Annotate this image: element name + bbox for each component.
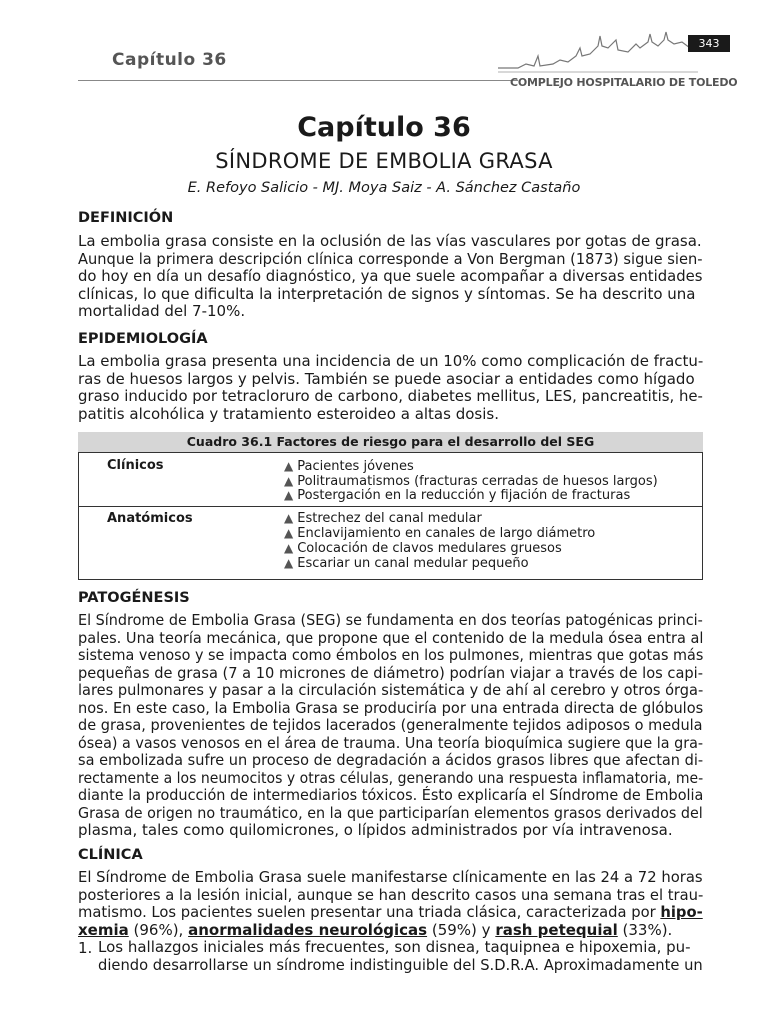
table-item: ▲ Enclavijamiento en canales de largo diámetro xyxy=(284,526,596,541)
table-divider xyxy=(79,506,702,507)
table-item: ▲ Postergación en la reducción y fijación de fracturas xyxy=(284,488,631,503)
section-heading-clinica: CLÍNICA xyxy=(78,847,143,863)
authors: E. Refoyo Salicio - MJ. Moya Saiz - A. Sánchez Castaño xyxy=(187,180,581,196)
definicion-paragraph: La embolia grasa consiste en la oclusión de las vías vasculares por gotas de grasa. Aunque la primera descripción clínica corresponde a Von Bergman (1873) sigue sien- do hoy en día un desafío diagnóstico, ya que suele acompañar a diversas entidades clínicas, lo que dificulta la interpretación de signos y síntomas. Se ha descrito una mortalidad del 7-10%. xyxy=(78,232,703,320)
list-number: 1. xyxy=(78,939,93,957)
triangle-bullet-icon: ▲ xyxy=(284,526,294,540)
list-item: Los hallazgos iniciales más frecuentes, son disnea, taquipnea e hipoxemia, pu- diendo desarrollarse un síndrome indistinguible del S.D.R.A. Aproximadamente un xyxy=(98,938,703,974)
triangle-bullet-icon: ▲ xyxy=(284,488,294,502)
table-item: ▲ Colocación de clavos medulares gruesos xyxy=(284,541,562,556)
table-item: ▲ Estrechez del canal medular xyxy=(284,511,482,526)
epidemiologia-paragraph: La embolia grasa presenta una incidencia de un 10% como complicación de fractu- ras de huesos largos y pelvis. También se puede asociar a entidades como hígado graso inducido por tetracloruro de carbono, diabetes mellitus, LES, pancreatitis, he- patitis alcohólica y tratamiento esteroideo a altas dosis. xyxy=(78,352,704,423)
section-heading-definicion: DEFINICIÓN xyxy=(78,210,174,226)
table-item: ▲ Politraumatismos (fracturas cerradas de huesos largos) xyxy=(284,474,658,489)
page-number: 343 xyxy=(688,35,730,52)
triangle-bullet-icon: ▲ xyxy=(284,474,294,488)
triangle-bullet-icon: ▲ xyxy=(284,459,294,473)
patogenesis-paragraph: El Síndrome de Embolia Grasa (SEG) se fundamenta en dos teorías patogénicas princi- pales. Una teoría mecánica, que propone que el contenido de la medula ósea entra al sistema venoso y se impacta como émbolos en los pulmones, mientras que gotas más pequeñas de grasa (7 a 10 micrones de diámetro) podrían viajar a través de los capi- lares pulmonares y pasar a la circulación sistemática y de ahí al cerebro y otros órga- nos. En este caso, la Embolia Grasa se produciría por una entrada directa de glóbulos de grasa, provenientes de tejidos lacerados (generalmente tejidos adiposos o medula ósea) a vasos venosos en el área de trauma. Una teoría bioquímica sugiere que la gra- sa embolizada sufre un proceso de degradación a ácidos grasos libres que afectan di- rectamente a los neumocitos y otras células, generando una respuesta inflamatoria, me- diante la producción de intermediarios tóxicos. Ésto explicaría el Síndrome de Embolia Grasa de origen no traumático, en la que participarían elementos grasos derivados del plasma, tales como quilomicrones, o lípidos administrados por vía intravenosa. xyxy=(78,611,704,839)
table-item: ▲ Pacientes jóvenes xyxy=(284,459,414,474)
toledo-skyline-icon xyxy=(498,26,698,80)
running-head: Capítulo 36 xyxy=(112,50,227,70)
section-heading-epidemiologia: EPIDEMIOLOGÍA xyxy=(78,331,208,347)
chapter-title: Capítulo 36 xyxy=(297,112,471,143)
table-title: Cuadro 36.1 Factores de riesgo para el desarrollo del SEG xyxy=(78,432,703,452)
chapter-subtitle: SÍNDROME DE EMBOLIA GRASA xyxy=(215,149,553,173)
header-rule xyxy=(78,80,518,81)
table-category: Clínicos xyxy=(107,458,164,473)
clinica-paragraph: El Síndrome de Embolia Grasa suele manifestarse clínicamente en las 24 a 72 horas posteriores a la lesión inicial, aunque se han descrito casos una semana tras el trau- matismo. Los pacientes suelen presentar una triada clásica, caracterizada por hipo- xemia (96%), anormalidades neurológicas (59%) y rash petequial (33%). xyxy=(78,868,704,939)
triangle-bullet-icon: ▲ xyxy=(284,541,294,555)
triangle-bullet-icon: ▲ xyxy=(284,556,294,570)
hospital-name: COMPLEJO HOSPITALARIO DE TOLEDO xyxy=(510,76,738,89)
table-category: Anatómicos xyxy=(107,511,193,526)
table-item: ▲ Escariar un canal medular pequeño xyxy=(284,556,529,571)
triangle-bullet-icon: ▲ xyxy=(284,511,294,525)
section-heading-patogenesis: PATOGÉNESIS xyxy=(78,590,190,606)
